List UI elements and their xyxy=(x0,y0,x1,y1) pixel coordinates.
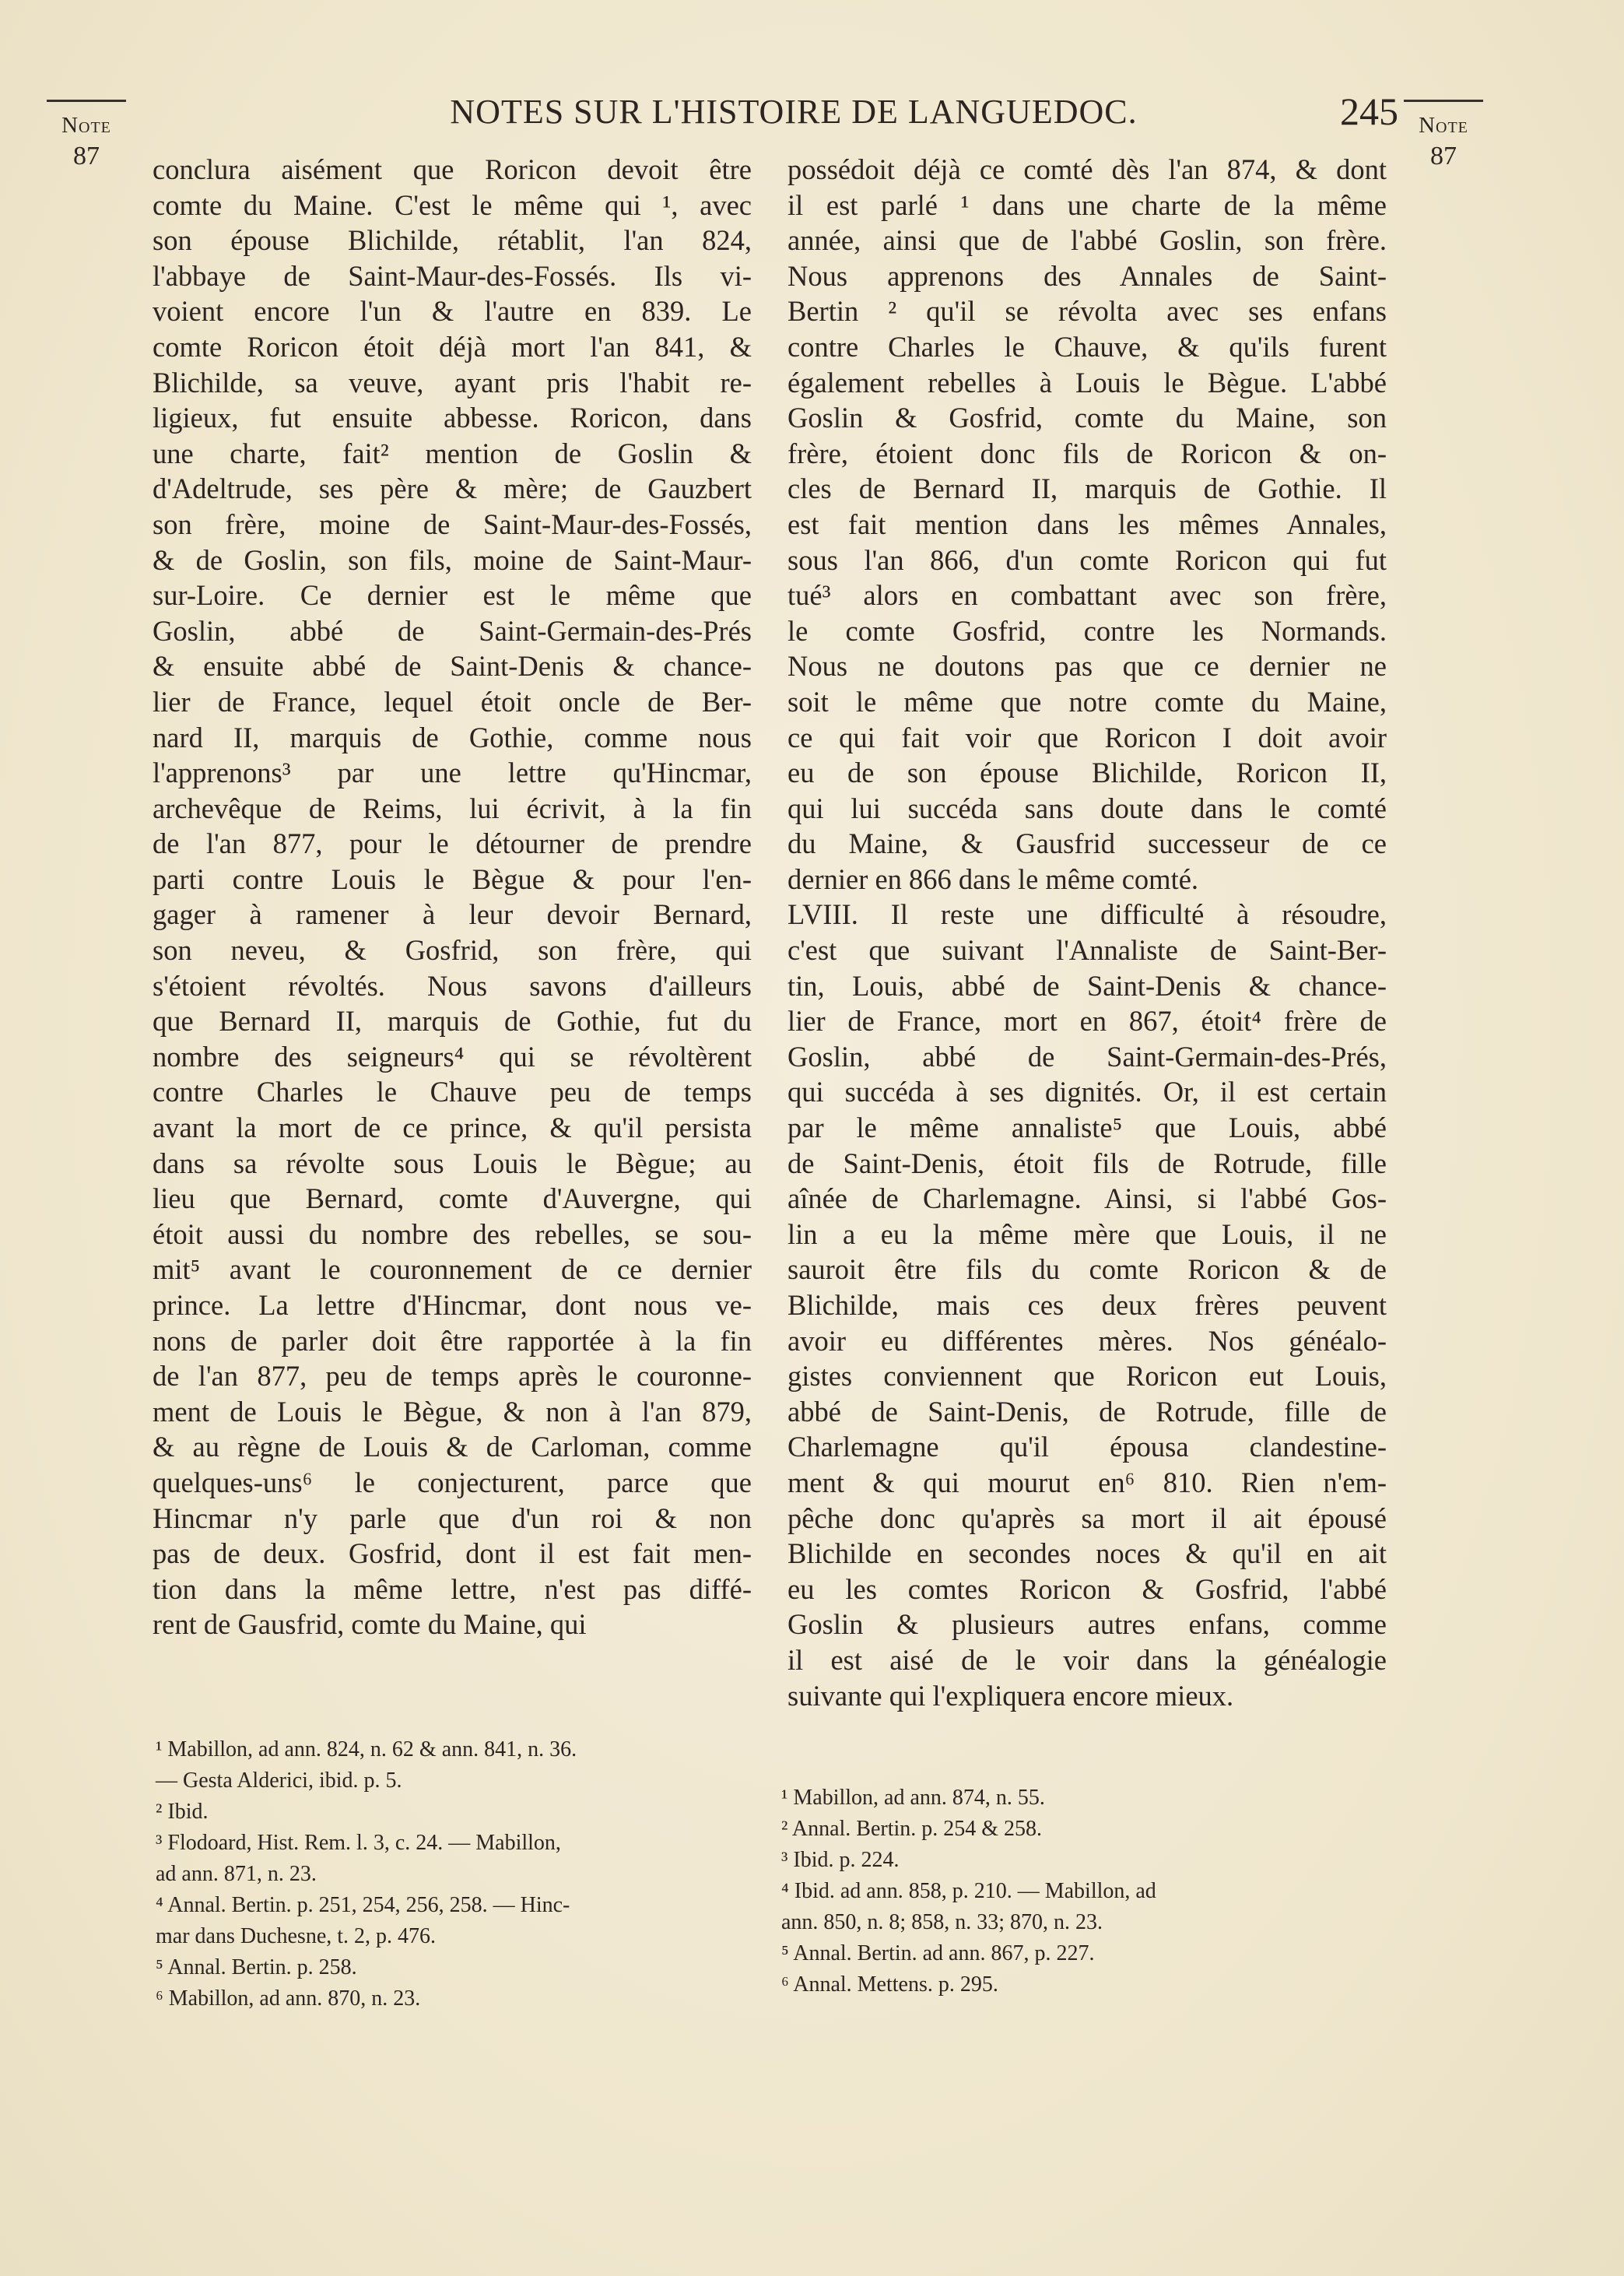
text-line: lier de France, lequel étoit oncle de Ber- xyxy=(153,685,752,718)
text-line: nard II, marquis de Gothie, comme nous xyxy=(153,721,752,753)
text-line: suivante qui l'expliquera encore mieux. xyxy=(787,1679,1234,1712)
text-line: dernier en 866 dans le même comté. xyxy=(787,862,1199,895)
footnote-line: ² Ibid. xyxy=(156,1800,209,1824)
text-line: Goslin & Gosfrid, comte du Maine, son xyxy=(787,402,1387,434)
text-line: son épouse Blichilde, rétablit, l'an 824, xyxy=(153,224,752,257)
text-line: année, ainsi que de l'abbé Goslin, son frère. xyxy=(787,224,1387,257)
text-line: LVIII. Il reste une difficulté à résoudre, xyxy=(787,898,1387,931)
text-line: conclura aisément que Roricon devoit être xyxy=(153,153,752,185)
text-line: ment de Louis le Bègue, & non à l'an 879, xyxy=(153,1395,752,1428)
text-line: Goslin, abbé de Saint-Germain-des-Prés, xyxy=(787,1040,1387,1073)
margin-rule xyxy=(1404,100,1483,102)
right-footnotes xyxy=(781,1783,1388,2000)
text-line: aînée de Charlemagne. Ainsi, si l'abbé Gos- xyxy=(787,1182,1387,1215)
text-line: c'est que suivant l'Annaliste de Saint-Ber- xyxy=(787,934,1387,967)
text-line: de Saint-Denis, étoit fils de Rotrude, fille xyxy=(787,1147,1387,1179)
text-line: frère, étoient donc fils de Roricon & on- xyxy=(787,437,1387,469)
margin-note-right xyxy=(1401,100,1486,171)
text-line: lin a eu la même mère que Louis, il ne xyxy=(787,1217,1387,1250)
footnote-line: ¹ Mabillon, ad ann. 874, n. 55. xyxy=(781,1786,1045,1810)
footnote-line: ⁶ Mabillon, ad ann. 870, n. 23. xyxy=(156,1986,421,2011)
text-line: parti contre Louis le Bègue & pour l'en- xyxy=(153,862,752,895)
text-line: tué³ alors en combattant avec son frère, xyxy=(787,579,1387,612)
margin-note-left xyxy=(44,100,129,171)
text-line: par le même annaliste⁵ que Louis, abbé xyxy=(787,1112,1387,1144)
text-line: abbé de Saint-Denis, de Rotrude, fille de xyxy=(787,1395,1387,1428)
running-head: NOTES SUR L'HISTOIRE DE LANGUEDOC. xyxy=(450,93,1138,131)
text-line: s'étoient révoltés. Nous savons d'ailleurs xyxy=(153,969,752,1002)
text-line: avant la mort de ce prince, & qu'il persista xyxy=(153,1112,752,1144)
margin-rule xyxy=(47,100,126,102)
text-line: Charlemagne qu'il épousa clandestine- xyxy=(787,1431,1387,1463)
text-line: pêche donc qu'après sa mort il ait épousé xyxy=(787,1502,1387,1534)
text-line: pas de deux. Gosfrid, dont il est fait men- xyxy=(153,1537,752,1570)
text-line: Bertin ² qu'il se révolta avec ses enfans xyxy=(787,295,1387,328)
text-line: sur-Loire. Ce dernier est le même que xyxy=(153,579,752,612)
text-line: de l'an 877, pour le détourner de prendre xyxy=(153,827,752,860)
left-footnotes xyxy=(156,1734,763,2014)
text-line: ligieux, fut ensuite abbesse. Roricon, dans xyxy=(153,402,752,434)
text-line: Hincmar n'y parle que d'un roi & non xyxy=(153,1502,752,1534)
footnote-line: ⁵ Annal. Bertin. ad ann. 867, p. 227. xyxy=(781,1941,1095,1965)
footnote-line: ² Annal. Bertin. p. 254 & 258. xyxy=(781,1817,1043,1841)
text-line: eu de son épouse Blichilde, Roricon II, xyxy=(787,757,1387,789)
text-line: dans sa révolte sous Louis le Bègue; au xyxy=(153,1147,752,1179)
footnote-line: ³ Ibid. p. 224. xyxy=(781,1848,900,1872)
text-line: étoit aussi du nombre des rebelles, se sou- xyxy=(153,1217,752,1250)
text-line: Goslin & plusieurs autres enfans, comme xyxy=(787,1608,1387,1641)
text-line: tion dans la même lettre, n'est pas diffé- xyxy=(153,1572,752,1605)
text-line: tin, Louis, abbé de Saint-Denis & chance- xyxy=(787,969,1387,1002)
text-line: nons de parler doit être rapportée à la fin xyxy=(153,1324,752,1357)
text-line: cles de Bernard II, marquis de Gothie. Il xyxy=(787,472,1387,505)
text-line: Nous apprenons des Annales de Saint- xyxy=(787,259,1387,292)
text-line: également rebelles à Louis le Bègue. L'abbé xyxy=(787,366,1387,399)
text-line: de l'an 877, peu de temps après le couronne- xyxy=(153,1360,752,1393)
text-line: lier de France, mort en 867, étoit⁴ frère de xyxy=(787,1005,1387,1038)
text-line: que Bernard II, marquis de Gothie, fut du xyxy=(153,1005,752,1038)
text-line: son frère, moine de Saint-Maur-des-Fossés, xyxy=(153,508,752,540)
text-line: Blichilde, sa veuve, ayant pris l'habit re- xyxy=(153,366,752,399)
margin-note-label: Note xyxy=(61,113,111,138)
footnote-line: ad ann. 871, n. 23. xyxy=(156,1862,317,1886)
text-line: archevêque de Reims, lui écrivit, à la fin xyxy=(153,792,752,824)
footnote-line: ann. 850, n. 8; 858, n. 33; 870, n. 23. xyxy=(781,1910,1103,1934)
text-line: une charte, fait² mention de Goslin & xyxy=(153,437,752,469)
text-line: est fait mention dans les mêmes Annales, xyxy=(787,508,1387,540)
text-line: gager à ramener à leur devoir Bernard, xyxy=(153,898,752,931)
text-line: du Maine, & Gausfrid successeur de ce xyxy=(787,827,1387,860)
text-line: gistes conviennent que Roricon eut Louis, xyxy=(787,1360,1387,1393)
text-line: son neveu, & Gosfrid, son frère, qui xyxy=(153,934,752,967)
text-line: d'Adeltrude, ses père & mère; de Gauzbert xyxy=(153,472,752,505)
text-line: l'apprenons³ par une lettre qu'Hincmar, xyxy=(153,757,752,789)
text-line: lieu que Bernard, comte d'Auvergne, qui xyxy=(153,1182,752,1215)
margin-note-number: 87 xyxy=(1430,142,1457,170)
footnote-line: ¹ Mabillon, ad ann. 824, n. 62 & ann. 841, n. 36. xyxy=(156,1737,577,1761)
footnote-line: ³ Flodoard, Hist. Rem. l. 3, c. 24. — Mabillon, xyxy=(156,1831,561,1855)
text-line: ce qui fait voir que Roricon I doit avoir xyxy=(787,721,1387,753)
text-line: qui succéda à ses dignités. Or, il est certain xyxy=(787,1076,1387,1108)
text-line: & au règne de Louis & de Carloman, comme xyxy=(153,1431,752,1463)
text-line: & ensuite abbé de Saint-Denis & chance- xyxy=(153,650,752,683)
text-line: nombre des seigneurs⁴ qui se révoltèrent xyxy=(153,1040,752,1073)
text-line: ment & qui mourut en⁶ 810. Rien n'em- xyxy=(787,1466,1387,1498)
page-number: 245 xyxy=(1340,90,1398,133)
text-line: possédoit déjà ce comté dès l'an 874, & dont xyxy=(787,153,1387,185)
text-line: quelques-uns⁶ le conjecturent, parce que xyxy=(153,1466,752,1498)
footnote-line: — Gesta Alderici, ibid. p. 5. xyxy=(156,1768,402,1793)
text-line: eu les comtes Roricon & Gosfrid, l'abbé xyxy=(787,1572,1387,1605)
margin-note-label: Note xyxy=(1419,113,1468,138)
text-line: le comte Gosfrid, contre les Normands. xyxy=(787,614,1387,647)
footnote-line: ⁶ Annal. Mettens. p. 295. xyxy=(781,1972,998,1997)
text-line: il est aisé de le voir dans la généalogie xyxy=(787,1643,1387,1676)
text-line: contre Charles le Chauve, & qu'ils furent xyxy=(787,330,1387,363)
text-line: il est parlé ¹ dans une charte de la même xyxy=(787,188,1387,221)
footnote-line: ⁴ Ibid. ad ann. 858, p. 210. — Mabillon, ad xyxy=(781,1879,1156,1903)
margin-note-number: 87 xyxy=(73,142,100,170)
right-text-column xyxy=(787,152,1387,1713)
left-text-column xyxy=(153,152,752,1642)
text-line: sous l'an 866, d'un comte Roricon qui fut xyxy=(787,543,1387,576)
text-line: soit le même que notre comte du Maine, xyxy=(787,685,1387,718)
footnote-line: ⁵ Annal. Bertin. p. 258. xyxy=(156,1955,357,1979)
text-line: comte du Maine. C'est le même qui ¹, avec xyxy=(153,188,752,221)
footnote-line: mar dans Duchesne, t. 2, p. 476. xyxy=(156,1924,437,1948)
text-line: Nous ne doutons pas que ce dernier ne xyxy=(787,650,1387,683)
text-line: voient encore l'un & l'autre en 839. Le xyxy=(153,295,752,328)
text-line: prince. La lettre d'Hincmar, dont nous ve- xyxy=(153,1289,752,1321)
text-line: sauroit être fils du comte Roricon & de xyxy=(787,1253,1387,1286)
text-line: rent de Gausfrid, comte du Maine, qui xyxy=(153,1608,587,1641)
text-line: contre Charles le Chauve peu de temps xyxy=(153,1076,752,1108)
text-line: & de Goslin, son fils, moine de Saint-Maur- xyxy=(153,543,752,576)
text-line: avoir eu différentes mères. Nos généalo- xyxy=(787,1324,1387,1357)
text-line: l'abbaye de Saint-Maur-des-Fossés. Ils vi- xyxy=(153,259,752,292)
text-line: comte Roricon étoit déjà mort l'an 841, & xyxy=(153,330,752,363)
text-line: Goslin, abbé de Saint-Germain-des-Prés xyxy=(153,614,752,647)
footnote-line: ⁴ Annal. Bertin. p. 251, 254, 256, 258. — Hinc- xyxy=(156,1893,570,1917)
text-line: mit⁵ avant le couronnement de ce dernier xyxy=(153,1253,752,1286)
text-line: qui lui succéda sans doute dans le comté xyxy=(787,792,1387,824)
text-line: Blichilde en secondes noces & qu'il en ait xyxy=(787,1537,1387,1570)
text-line: Blichilde, mais ces deux frères peuvent xyxy=(787,1289,1387,1321)
